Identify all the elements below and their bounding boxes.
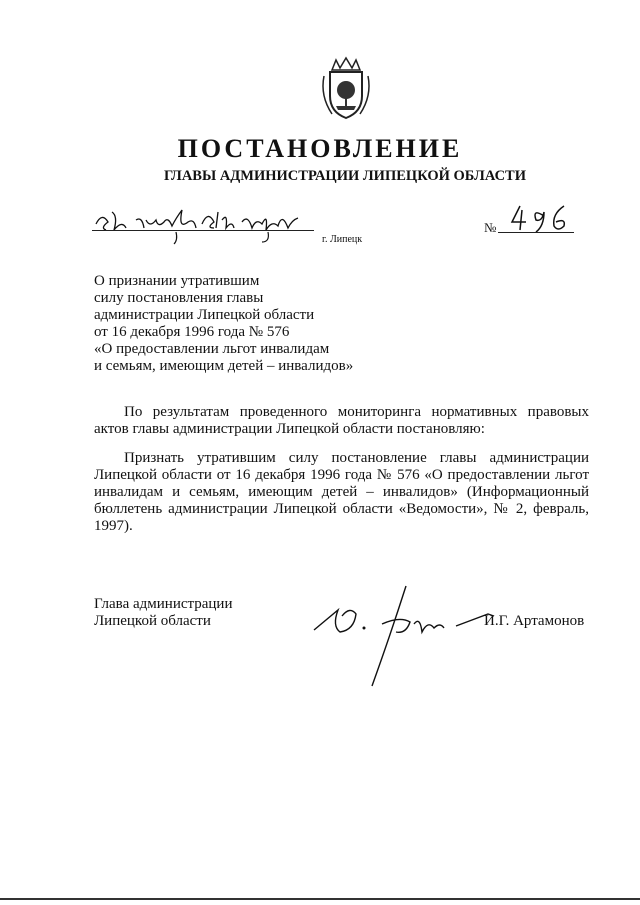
- body-paragraph: По результатам проведенного мониторинга нормативных правовых актов главы администрации Липецкой области постановляю:: [94, 404, 589, 437]
- document-subtitle: ГЛАВЫ АДМИНИСТРАЦИИ ЛИПЕЦКОЙ ОБЛАСТИ: [163, 168, 527, 184]
- number-underline: [498, 232, 574, 233]
- subject-block: [94, 273, 353, 375]
- number-sign: №: [484, 220, 497, 235]
- subject-line: от 16 декабря 1996 года № 576: [94, 324, 290, 340]
- body-paragraph: Признать утратившим силу постановление главы администрации Липецкой области от 16 декабря 1996 года № 576 «О предоставлении льгот инвалидам и семьям, имеющим детей – инвалидов» (Информационный бюллетень администрации Липецкой области «Ведомости», № 2, февраль, 1997).: [94, 450, 589, 534]
- signer-title-line: Липецкой области: [94, 613, 211, 629]
- subject-line: силу постановления главы: [94, 290, 264, 306]
- handwritten-signature: [310, 576, 470, 696]
- coat-of-arms-icon: [318, 56, 374, 122]
- subject-line: «О предоставлении льгот инвалидам: [94, 341, 330, 357]
- subject-line: администрации Липецкой области: [94, 307, 315, 323]
- handwritten-date: [92, 198, 322, 246]
- page-bottom-border: [0, 898, 640, 900]
- handwritten-number: [506, 200, 570, 236]
- document-body: [94, 404, 589, 547]
- signer-title-line: Глава администрации: [94, 596, 233, 612]
- subject-line: и семьям, имеющим детей – инвалидов»: [94, 358, 354, 374]
- date-underline: [92, 230, 314, 231]
- document-title: ПОСТАНОВЛЕНИЕ: [177, 134, 463, 163]
- signer-title: [94, 596, 232, 630]
- city-label: г. Липецк: [322, 234, 363, 245]
- signer-name: И.Г. Артамонов: [484, 613, 585, 629]
- subject-line: О признании утратившим: [94, 273, 260, 289]
